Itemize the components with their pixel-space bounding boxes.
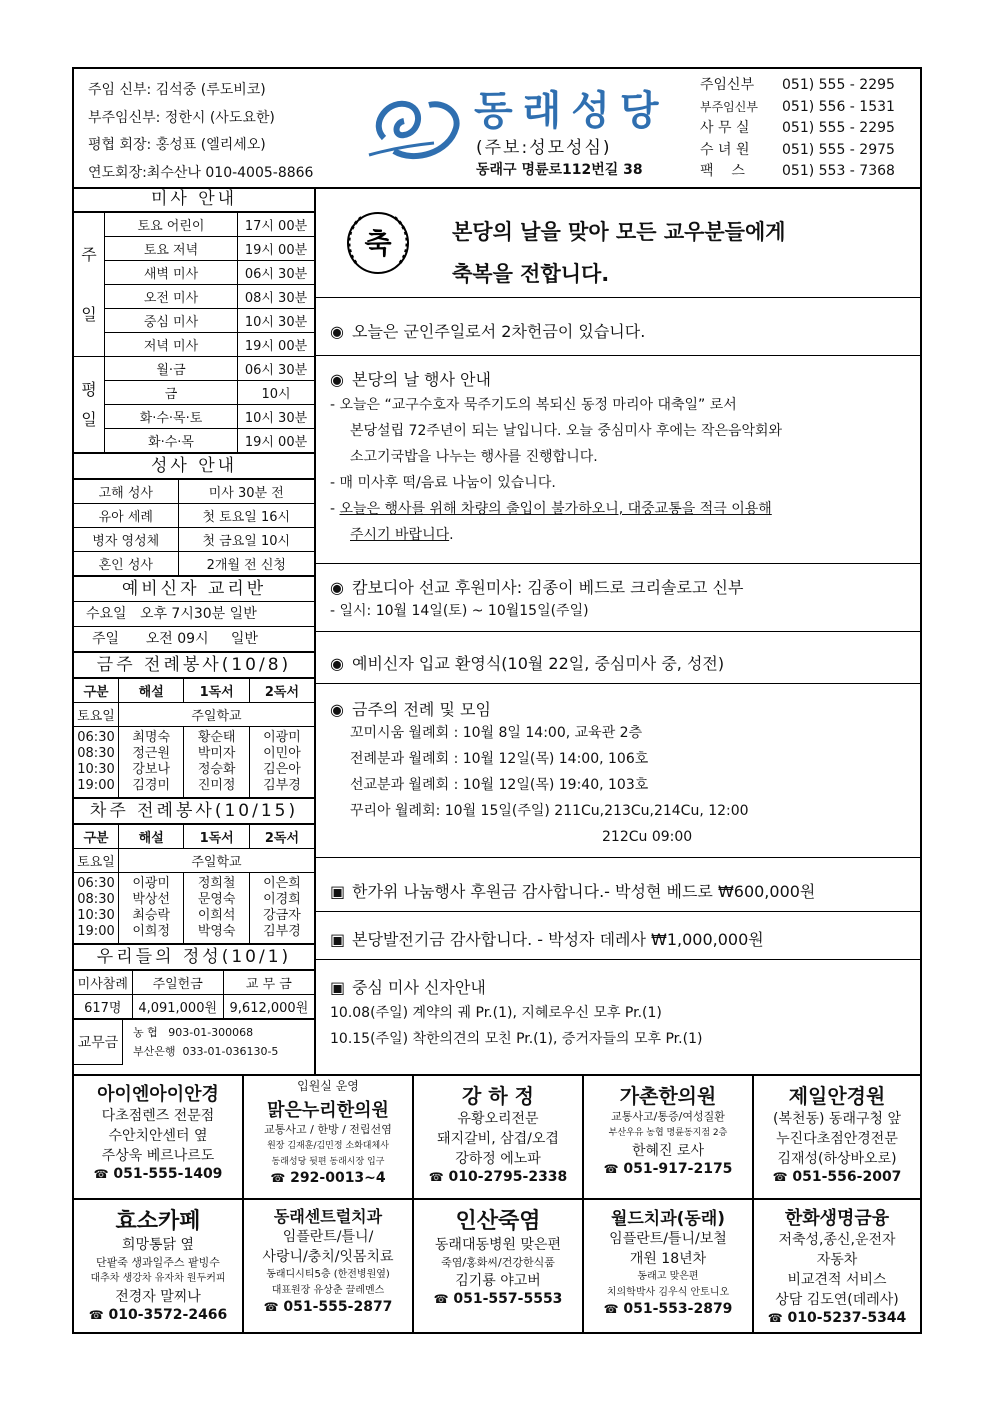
notice-line: - 매 미사후 떡/음료 나눔이 있습니다. [330,475,556,491]
ad-line: 희망통닭 옆 [121,1237,195,1253]
ad-section [74,1074,920,1334]
ad-line: (복천동) 동래구청 앞 [772,1111,902,1127]
mass-name: 저녁 미사 [105,333,238,357]
header [74,69,920,189]
ad-line: 상담 김도연(데레사) [775,1292,899,1308]
ad-line: 김기룡 야고버 [455,1273,541,1289]
staff-row [88,160,313,188]
notice-line: 본당설립 72주년이 되는 날입니다. 오늘 중심미사 후에는 작은음악회와 [350,423,783,439]
notice-line: 212Cu 09:00 [602,829,693,845]
mass-time: 06시 30분 [238,357,315,381]
ad-line: 죽염/홍화씨/건강한식품 [441,1256,555,1269]
phone-icon: ☎ [603,1162,619,1176]
ad-line: 김재성(하상바오로) [777,1151,897,1167]
ad-line: 대표원장 유상춘 끌레멘스 [271,1285,385,1296]
ad-card: 인산죽염 동래대동병원 맞은편 죽염/홍화씨/건강한식품 김기룡 야고버 ☎ 051-557-5553 [414,1200,584,1334]
account-table [74,1019,314,1065]
service-this-table [74,678,314,798]
ad-line: 동래디시티5층 (한전병원옆) [266,1269,390,1280]
ad-card: 동래센트럴치과 임플란트/틀니/ 사랑니/충치/잇몸치료 동래디시티5층 (한전병원옆) 대표원장 유상춘 끌레멘스 ☎ 051-555-2877 [244,1200,414,1334]
offering-value: 4,091,000원 [132,995,223,1019]
ad-card: 한화생명금융 저축성,종신,운전자 자동차 비교견적 서비스 상담 김도연(데레사) ☎ 010-5237-5344 [754,1200,920,1334]
ad-card: 강 하 정 유황오리전문 돼지갈비, 삼겹/오겹 강하정 에노파 ☎ 010-2795-2338 [414,1076,584,1200]
contact-label: 사 무 실 [700,120,750,136]
ad-line: 주상욱 베르나르도 [101,1148,215,1164]
catechumen-row: 수요일 오후 7시30분 일반 [74,602,314,627]
ad-name: 아이엔아이안경 [97,1084,219,1105]
ad-name: 맑은누리한의원 [267,1100,389,1121]
square-bullet-icon: ▣ [330,882,346,901]
ad-card: 효소카페 희망통닭 옆 단팥죽 생과일주스 팥빙수 대추차 생강차 유자차 원두커피 전경자 말찌나 ☎ 010-3572-2466 [74,1200,244,1334]
notice-6: ▣ 한가위 나눔행사 후원금 감사합니다.- 박성현 베드로 ₩600,000원 [330,882,816,901]
ad-name: 한화생명금융 [784,1208,890,1229]
parish-address: 동래구 명륜로112번길 38 [476,162,643,178]
main-content [316,187,920,1074]
sacrament-name: 병자 영성체 [74,528,178,552]
mass-table [74,212,314,453]
sacrament-name: 유아 세례 [74,504,178,528]
target-bullet-icon: ◉ [330,654,344,673]
phone-icon: ☎ [767,1311,783,1325]
notice-8: ▣ 중심 미사 신자안내 10.08(주일) 계약의 궤 Pr.(1), 지혜로우신 모후 Pr.(1) 10.15(주일) 착한의견의 모친 Pr.(1), 증거자들의 모후 Pr.(1) [330,975,702,1052]
contact-value: 051) 556 - 1531 [782,98,895,115]
contact-row [700,97,895,119]
col-header: 2독서 [249,679,314,703]
col-header: 구분 [74,679,119,703]
notice-line: 꼬미시움 월례회 : 10월 8일 14:00, 교육관 2층 [350,725,643,741]
ad-name: 월드치과(동래) [610,1209,726,1229]
square-bullet-icon: ▣ [330,930,346,949]
ad-line: 다초점렌즈 전문점 [101,1108,215,1124]
catechumen-heading: 예비신자 교리반 [74,576,314,602]
staff-label: 연도회장: [88,164,147,181]
ad-line: 치의학박사 김우식 안토니오 [606,1287,730,1298]
staff-row [88,105,313,133]
square-bullet-icon: ▣ [330,978,346,997]
ad-line: 자동차 [816,1252,858,1268]
phone-icon: ☎ [88,1308,104,1322]
offering-value: 617명 [74,995,132,1019]
notice-3: ◉ 캄보디아 선교 후원미사: 김종이 베드로 크리솔로고 신부 - 일시: 10월 14일(토) ~ 10월15일(주일) [330,575,743,624]
target-bullet-icon: ◉ [330,578,344,597]
ad-name: 강 하 정 [462,1084,534,1108]
target-bullet-icon: ◉ [330,370,344,389]
notice-line: - 오늘은 행사를 위해 차량의 출입이 불가하오니, 대중교통을 적극 이용해 [330,501,772,517]
celebration-emblem-icon [342,207,414,279]
ad-line: 입원실 운영 [297,1079,359,1093]
mass-name: 화·수·목 [105,429,238,453]
phone-icon: ☎ [603,1302,619,1316]
service-this-heading: 금주 전례봉사(10/8) [74,651,314,678]
ad-line: 유황오리전문 [457,1111,539,1127]
phone-icon: ☎ [263,1300,279,1314]
col-header: 주일헌금 [132,971,223,995]
staff-label: 주임 신부: [88,82,152,98]
staff-value: 최수산나 010-4005-8866 [146,164,314,181]
ad-line: 임플란트/틀니/보철 [609,1231,727,1247]
parish-title: 동래성당 [474,88,669,134]
phone-icon: ☎ [772,1170,788,1184]
phone-icon: ☎ [93,1167,109,1181]
notice-line: 10.08(주일) 계약의 궤 Pr.(1), 지혜로우신 모후 Pr.(1) [330,1005,662,1021]
notice-line: - 오늘은 “교구수호자 묵주기도의 복되신 동정 마리아 대축일” 로서 [330,397,737,413]
mass-heading: 미사 안내 [74,187,314,212]
ad-line: 한혜진 로사 [631,1143,705,1159]
mass-time: 10시 [238,381,315,405]
staff-value: 홍성표 (엘리세오) [155,137,266,153]
ad-line: 교통사고/통증/여성질환 [611,1110,725,1123]
ad-name: 가촌한의원 [619,1084,717,1108]
account-list: 농 협 903-01-300068 부산은행 033-01-036130-5 [123,1020,315,1065]
sacrament-time: 미사 30분 전 [178,480,314,504]
ad-line: 원장 김재훈/김민정 소화대체사 [267,1141,389,1151]
notice-7: ▣ 본당발전기금 감사합니다. - 박성자 데레사 ₩1,000,000원 [330,930,764,949]
notice-line: 전례분과 월례회 : 10월 12일(목) 14:00, 106호 [350,751,649,767]
sat-value: 주일학교 [119,703,315,727]
sacrament-name: 고해 성사 [74,480,178,504]
sacrament-heading: 성사 안내 [74,453,314,479]
ad-card: 아이엔아이안경 다초점렌즈 전문점 수안치안센터 옆 주상욱 베르나르도 ☎ 051-555-1409 [74,1076,244,1200]
ad-line: 동래성당 뒷편 동래시장 입구 [271,1157,385,1167]
staff-value: 김석중 (루도비코) [155,82,266,98]
sat-label: 토요일 [74,703,119,727]
service-col: 이광미 이민아 김은아 김부경 [249,727,314,798]
phone-icon: ☎ [428,1170,444,1184]
staff-row [88,132,313,160]
col-header: 미사참례 [74,971,132,995]
mass-name: 토요 저녁 [105,237,238,261]
mass-time: 06시 30분 [238,261,315,285]
mass-name: 금 [105,381,238,405]
staff-label: 평협 회장: [88,137,152,153]
notice-line: - 일시: 10월 14일(토) ~ 10월15일(주일) [330,603,589,619]
mass-name: 토요 어린이 [105,213,238,237]
contact-label: 수 녀 원 [700,141,750,158]
title-block [364,79,684,179]
service-col: 최명숙 정근원 강보나 김경미 [119,727,184,798]
mass-time: 17시 00분 [238,213,315,237]
notice-line: 선교분과 월례회 : 10월 12일(목) 19:40, 103호 [350,777,649,793]
col-header: 1독서 [184,679,249,703]
ad-line: 동래대동병원 맞은편 [434,1237,562,1253]
staff-value: 정한시 (사도요한) [164,109,275,126]
ad-name: 동래센트럴치과 [273,1207,383,1226]
mass-time: 19시 00분 [238,429,315,453]
col-header: 구분 [74,825,119,849]
parish-logo-icon [364,93,464,163]
contact-label: 주임신부 [700,77,755,93]
ad-line: 임플란트/틀니/ [282,1229,374,1245]
ad-line: 교통사고 / 한방 / 전립선염 [264,1123,392,1136]
notice-4: ◉ 예비신자 입교 환영식(10월 22일, 중심미사 중, 성전) [330,654,725,673]
staff-label: 부주임신부: [88,109,161,126]
ad-line: 대추차 생강차 유자차 원두커피 [90,1273,226,1284]
contact-label: 팩 스 [700,163,745,179]
ad-name: 제일안경원 [788,1084,886,1108]
contact-value: 051) 555 - 2295 [782,77,895,93]
ad-line: 비교견적 서비스 [787,1272,887,1288]
contact-value: 051) 555 - 2295 [782,120,895,136]
sat-value: 주일학교 [119,849,315,873]
notice-line: 10.15(주일) 착한의견의 모친 Pr.(1), 증거자들의 모후 Pr.(1) [330,1031,703,1047]
service-next-heading: 차주 전례봉사(10/15) [74,798,314,824]
mass-name: 새벽 미사 [105,261,238,285]
sat-label: 토요일 [74,849,119,873]
ad-card: 제일안경원 (복천동) 동래구청 앞 누진다초점안경전문 김재성(하상바오로) ☎ 051-556-2007 [754,1076,920,1200]
contact-value: 051) 553 - 7368 [782,163,895,179]
sacrament-table [74,479,314,576]
contact-row [700,118,895,140]
mass-name: 월·금 [105,357,238,381]
ad-line: 강하정 에노파 [455,1151,541,1167]
service-times: 06:30 08:30 10:30 19:00 [74,727,119,798]
sidebar [74,187,316,1074]
col-header: 교 무 금 [223,971,314,995]
parish-subtitle: (주보:성모성심) [476,138,612,158]
offering-table [74,970,314,1019]
contact-label: 부주임신부 [700,99,758,114]
mass-time: 08시 30분 [238,285,315,309]
ad-line: 전경자 말찌나 [115,1289,201,1305]
phone-icon: ☎ [270,1171,286,1185]
offering-value: 9,612,000원 [223,995,314,1019]
col-header: 1독서 [184,825,249,849]
mass-time: 19시 00분 [238,237,315,261]
greeting [452,211,786,295]
staff-list [88,77,313,187]
service-next-table [74,824,314,944]
weekday-label: 평 일 [74,357,105,453]
ad-card: 가촌한의원 교통사고/통증/여성질환 부산우유 농협 명륜동지점 2층 한혜진 로사 ☎ 051-917-2175 [584,1076,754,1200]
notice-1: ◉ 오늘은 군인주일로서 2차헌금이 있습니다. [330,322,646,341]
notice-line: 소고기국밥을 나누는 행사를 진행합니다. [350,449,598,465]
mass-name: 화·수·목·토 [105,405,238,429]
ad-line: 부산우유 농협 명륜동지점 2층 [608,1128,728,1138]
ad-line: 개원 18년차 [629,1251,707,1267]
mass-name: 오전 미사 [105,285,238,309]
notice-2: ◉ 본당의 날 행사 안내 - 오늘은 “교구수호자 묵주기도의 복되신 동정 마리아 대축일” 로서 본당설립 72주년이 되는 날입니다. 오늘 중심미사 후에는 작은음악회와 소고기국밥을 나누는 행사를 진행합니다. - 매 미사후 떡/음료 나눔이 있습니다. - 오늘은 행사를 위해 차량의 출입이 불가하오니, 대중교통을 적극 이용해 주시기 바랍니다. [330,367,910,548]
col-header: 해설 [119,679,184,703]
contact-list [700,75,895,183]
sunday-label: 주 일 [74,213,105,357]
contact-row [700,75,895,97]
mass-name: 중심 미사 [105,309,238,333]
target-bullet-icon: ◉ [330,700,344,719]
col-header: 해설 [119,825,184,849]
service-col: 정희철 문영숙 이희석 박영숙 [184,873,249,944]
sacrament-time: 첫 금요일 10시 [178,528,314,552]
ad-line: 사랑니/충치/잇몸치료 [262,1249,394,1265]
ad-card: 입원실 운영 맑은누리한의원 교통사고 / 한방 / 전립선염 원장 김재훈/김민정 소화대체사 동래성당 뒷편 동래시장 입구 ☎ 292-0013~4 [244,1076,414,1200]
catechumen-row: 주일 오전 09시 일반 [92,631,258,647]
ad-line: 수안치안센터 옆 [108,1128,208,1144]
sacrament-time: 첫 토요일 16시 [178,504,314,528]
contact-row [700,140,895,162]
service-col: 황순태 박미자 정승화 진미정 [184,727,249,798]
notice-5: ◉ 금주의 전례 및 모임 꼬미시움 월례회 : 10월 8일 14:00, 교육관 2층 전례분과 월례회 : 10월 12일(목) 14:00, 106호 선교분과 월례회 : 10월 12일(목) 19:40, 103호 꾸리아 월례회: 10월 15일(주일) 211Cu,213Cu,214Cu, 12:00 212Cu 09:00 [330,697,749,850]
mass-time: 19시 00분 [238,333,315,357]
mass-time: 10시 30분 [238,309,315,333]
account-label: 교무금 [74,1020,123,1065]
ad-line: 단팥죽 생과일주스 팥빙수 [96,1256,220,1269]
offering-heading: 우리들의 정성(10/1) [74,944,314,970]
service-times: 06:30 08:30 10:30 19:00 [74,873,119,944]
ad-name: 인산죽염 [455,1209,541,1234]
sacrament-time: 2개월 전 신청 [178,552,314,576]
contact-value: 051) 555 - 2975 [782,141,895,158]
staff-row [88,77,313,105]
greeting-line: 본당의 날을 맞아 모든 교우분들에게 [452,220,786,244]
bulletin-frame [72,67,922,1334]
ad-line: 누진다초점안경전문 [776,1131,898,1147]
notice-line: 꾸리아 월례회: 10월 15일(주일) 211Cu,213Cu,214Cu, 12:00 [350,803,749,819]
ad-card: 월드치과(동래) 임플란트/틀니/보철 개원 18년차 동래고 맞은편 치의학박사 김우식 안토니오 ☎ 051-553-2879 [584,1200,754,1334]
target-bullet-icon: ◉ [330,322,344,341]
phone-icon: ☎ [433,1292,449,1306]
contact-row [700,161,895,183]
service-col: 이광미 박상선 최승락 이희정 [119,873,184,944]
ad-name: 효소카페 [115,1209,201,1234]
mass-time: 10시 30분 [238,405,315,429]
svg-text:축: 축 [364,227,392,260]
greeting-line: 축복을 전합니다. [452,262,610,286]
ad-line: 동래고 맞은편 [637,1271,699,1282]
sacrament-name: 혼인 성사 [74,552,178,576]
ad-line: 저축성,종신,운전자 [778,1232,896,1248]
service-col: 이은희 이경희 강금자 김부경 [249,873,314,944]
ad-line: 돼지갈비, 삼겹/오겹 [437,1131,559,1147]
col-header: 2독서 [249,825,314,849]
notice-line: 주시기 바랍니다. [350,527,454,543]
